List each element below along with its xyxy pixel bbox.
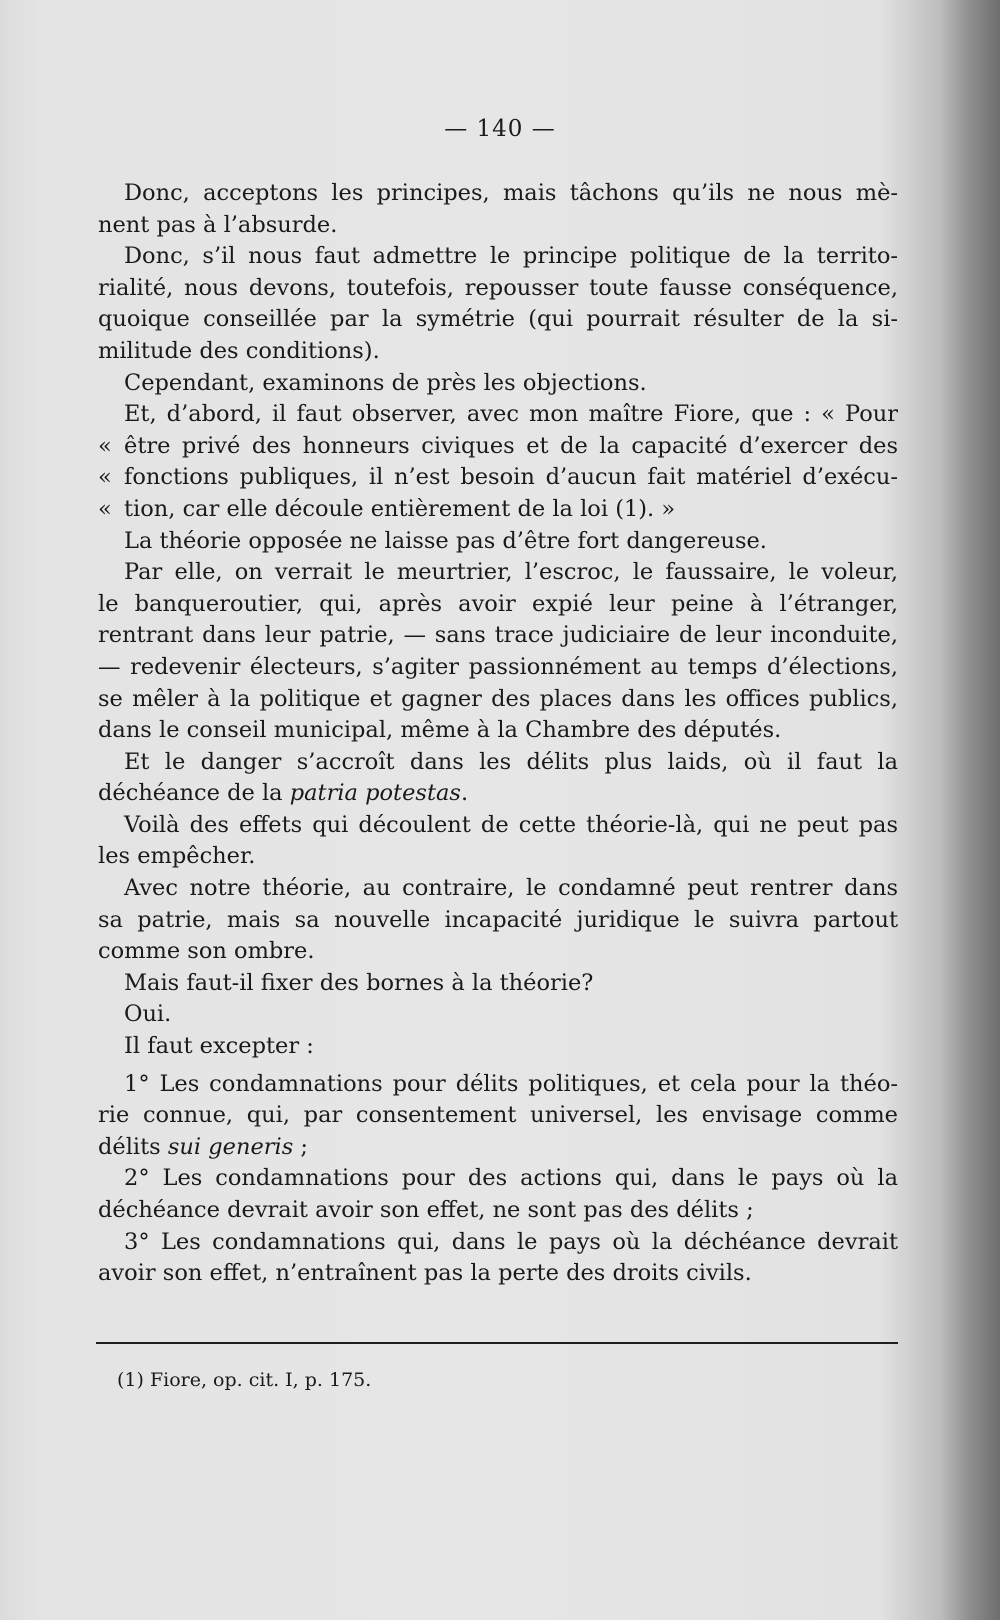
text-line [98,1163,898,1195]
text-line [98,810,898,842]
text-line [98,1100,898,1132]
line-text: être privé des honneurs civiques et de la capacité d’exercer des [124,432,898,459]
text-line [98,936,898,968]
line-text-tail: ; [293,1133,309,1160]
line-text: avoir son effet, n’entraînent pas la perte des droits civils. [98,1260,752,1287]
line-text-tail: . [460,780,469,807]
quote-mark: « [98,432,112,459]
text-line [98,1227,898,1259]
line-text: délits [98,1133,168,1160]
line-text: déchéance de la [98,780,290,807]
line-text: 3° Les condamnations qui, dans le pays où la déchéance devrait [124,1228,898,1255]
text-line [98,905,898,937]
text-line [98,652,898,684]
line-text: Et, d’abord, il faut observer, avec mon maître Fiore, que : « Pour [124,401,898,428]
text-line [98,526,898,558]
text-line [98,336,898,368]
line-text: — redevenir électeurs, s’agiter passionnément au temps d’élections, [98,653,898,680]
text-line [98,778,898,810]
line-text: fonctions publiques, il n’est besoin d’aucun fait matériel d’exécu- [124,464,898,491]
line-text: dans le conseil municipal, même à la Chambre des députés. [98,717,782,744]
text-line [98,368,898,400]
text-line [98,1031,898,1063]
line-text: Par elle, on verrait le meurtrier, l’escroc, le faussaire, le voleur, [124,559,898,586]
footnote: (1) Fiore, op. cit. I, p. 175. [117,1369,372,1391]
text-line [98,399,898,431]
line-text: Voilà des effets qui découlent de cette théorie-là, qui ne peut pas [124,811,898,838]
line-text: les empêcher. [98,843,256,870]
text-line [98,841,898,873]
line-text: Oui. [124,1001,172,1028]
text-line [98,1195,898,1227]
text-line [98,462,898,494]
line-text: nent pas à l’absurde. [98,211,338,238]
text-line [98,241,898,273]
line-text: tion, car elle découle entièrement de la loi (1). » [124,495,676,522]
line-text: Mais faut-il fixer des bornes à la théorie? [124,969,594,996]
line-text: quoique conseillée par la symétrie (qui pourrait résulter de la si- [98,306,898,333]
line-text: La théorie opposée ne laisse pas d’être fort dangereuse. [124,527,767,554]
text-line [98,1258,898,1290]
text-line [98,1132,898,1164]
text-line [98,1069,898,1101]
italic-term: patria potestas [289,780,461,807]
line-text: militude des conditions). [98,337,380,364]
line-text: Avec notre théorie, au contraire, le condamné peut rentrer dans [124,875,898,902]
text-line [98,747,898,779]
text-line [98,968,898,1000]
text-line [98,304,898,336]
footnote-separator [96,1342,898,1344]
text-line [98,431,898,463]
line-text: se mêler à la politique et gagner des places dans les offices publics, [98,685,898,712]
text-line [98,620,898,652]
line-text: rentrant dans leur patrie, — sans trace judiciaire de leur inconduite, [98,622,898,649]
line-text: Donc, acceptons les principes, mais tâchons qu’ils ne nous mè- [124,180,898,206]
text-line [98,589,898,621]
quote-mark: « [98,464,112,491]
line-text: Et le danger s’accroît dans les délits plus laids, où il faut la [124,748,898,775]
line-text: 1° Les condamnations pour délits politiques, et cela pour la théo- [124,1070,898,1097]
line-text: déchéance devrait avoir son effet, ne sont pas des délits ; [98,1197,754,1223]
text-line [98,999,898,1031]
text-line [98,273,898,305]
line-text: Il faut excepter : [124,1033,314,1060]
italic-term: sui generis [167,1133,294,1160]
text-line [98,684,898,716]
text-line [98,178,898,210]
line-text: le banqueroutier, qui, après avoir expié leur peine à l’étranger, [98,590,898,617]
quote-mark: « [98,495,112,522]
text-line [98,873,898,905]
line-text: comme son ombre. [98,938,315,965]
line-text: 2° Les condamnations pour des actions qui, dans le pays où la [124,1165,898,1192]
text-line [98,557,898,589]
text-line [98,210,898,242]
line-text: rialité, nous devons, toutefois, repousser toute fausse conséquence, [98,274,898,301]
line-text: Donc, s’il nous faut admettre le principe politique de la territo- [124,243,898,270]
line-text: sa patrie, mais sa nouvelle incapacité juridique le suivra partout [98,906,898,933]
text-line [98,494,898,526]
body-text [98,178,898,1290]
page-number: — 140 — [444,116,556,142]
text-line [98,715,898,747]
line-text: Cependant, examinons de près les objections. [124,369,647,396]
line-text: rie connue, qui, par consentement universel, les envisage comme [98,1102,898,1129]
